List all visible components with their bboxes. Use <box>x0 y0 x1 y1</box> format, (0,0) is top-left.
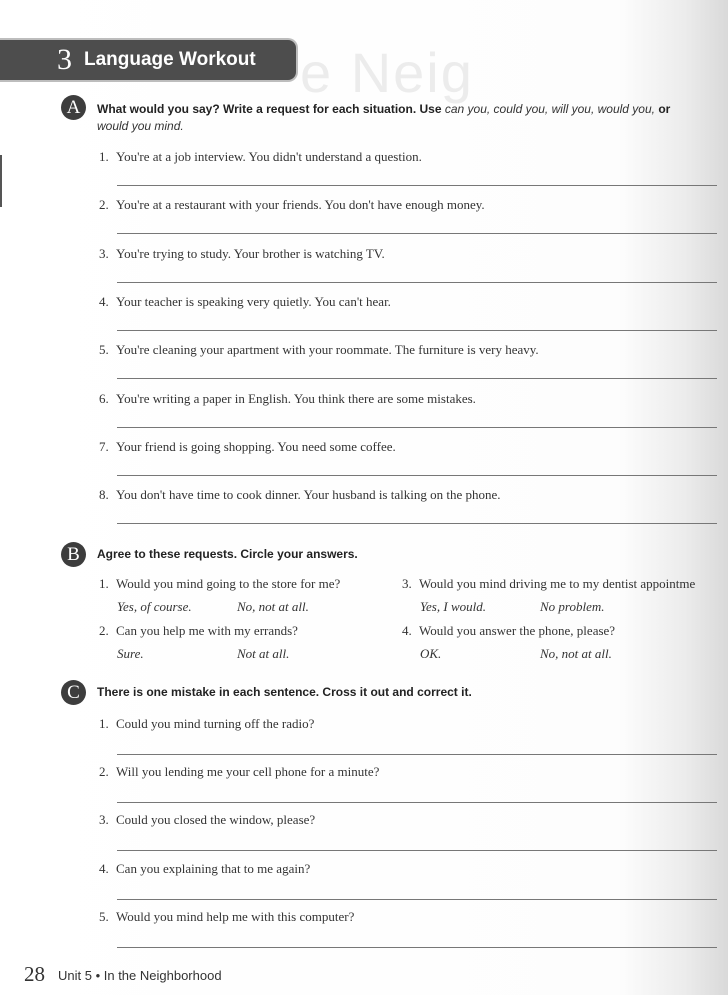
item-number: 5. <box>99 342 109 358</box>
item-number: 7. <box>99 438 109 454</box>
section-a-item-5 <box>99 342 539 358</box>
b-item-3-option-2[interactable]: No problem. <box>540 599 605 614</box>
item-text: You're at a job interview. You didn't understand a question. <box>116 149 422 164</box>
item-number: 2. <box>99 197 109 213</box>
answer-line[interactable] <box>117 330 717 331</box>
item-number: 1. <box>99 149 109 164</box>
unit-number: 3 <box>57 43 72 76</box>
answer-line[interactable] <box>117 233 717 234</box>
bleed-through-decoration: e Neig <box>300 41 474 104</box>
b-item-3-option-1[interactable]: Yes, I would. <box>420 599 486 614</box>
b-item-4-option-2[interactable]: No, not at all. <box>540 646 612 661</box>
footer-unit-label: Unit 5 • In the Neighborhood <box>58 968 222 983</box>
item-number: 3. <box>99 812 109 828</box>
item-number: 4. <box>99 293 109 309</box>
item-text: Would you mind help me with this computer? <box>116 908 355 924</box>
section-a-item-6 <box>99 391 476 407</box>
b-item-2: 2. Can you help me with my errands? <box>99 623 298 638</box>
section-a-instruction: What would you say? Write a request for each situation. Use can you, could you, will you, would you, or would you mind. <box>97 102 671 133</box>
item-number: 4. <box>99 860 109 876</box>
item-text: You're at a restaurant with your friends. You don't have enough money. <box>116 197 485 213</box>
item-text: You don't have time to cook dinner. Your husband is talking on the phone. <box>116 487 501 503</box>
item-text: Could you closed the window, please? <box>116 812 316 828</box>
item-text: Will you lending me your cell phone for a minute? <box>116 764 380 780</box>
section-a-item-7 <box>99 439 396 455</box>
section-c-item-2 <box>99 764 379 780</box>
answer-line[interactable] <box>117 850 717 851</box>
answer-line[interactable] <box>117 427 717 428</box>
item-number: 1. <box>99 716 109 731</box>
section-b-badge: B <box>61 542 86 567</box>
answer-line[interactable] <box>117 378 717 379</box>
item-text: Your friend is going shopping. You need some coffee. <box>116 438 396 454</box>
answer-line[interactable] <box>117 899 717 900</box>
section-a-item-4 <box>99 294 391 310</box>
section-a-item-3 <box>99 246 385 262</box>
section-c-item-1 <box>99 716 314 732</box>
item-text: You're cleaning your apartment with your roommate. The furniture is very heavy. <box>116 342 539 358</box>
answer-line[interactable] <box>117 475 717 476</box>
answer-line[interactable] <box>117 523 717 524</box>
item-text: Could you mind turning off the radio? <box>116 716 315 731</box>
section-a-item-8 <box>99 487 501 503</box>
item-text: You're trying to study. Your brother is watching TV. <box>116 245 385 261</box>
b-item-1: 1. Would you mind going to the store for me? <box>99 576 341 591</box>
item-number: 3. <box>99 245 109 261</box>
b-item-2-option-2[interactable]: Not at all. <box>237 646 290 661</box>
answer-line[interactable] <box>117 185 717 186</box>
item-number: 8. <box>99 487 109 503</box>
section-b-instruction: Agree to these requests. Circle your answers. <box>97 547 358 561</box>
b-item-1-option-2[interactable]: No, not at all. <box>237 599 309 614</box>
answer-line[interactable] <box>117 754 717 755</box>
item-text: Your teacher is speaking very quietly. You can't hear. <box>116 293 391 309</box>
page-number: 28 <box>24 962 45 986</box>
section-c-item-3 <box>99 812 315 828</box>
b-item-3: 3. Would you mind driving me to my dentist appointme <box>402 576 696 591</box>
item-text: Can you explaining that to me again? <box>116 860 311 876</box>
item-number: 5. <box>99 908 109 924</box>
section-c-instruction: There is one mistake in each sentence. Cross it out and correct it. <box>97 685 472 699</box>
b-item-1-option-1[interactable]: Yes, of course. <box>117 599 192 614</box>
b-item-2-option-1[interactable]: Sure. <box>117 646 144 661</box>
b-item-4: 4. Would you answer the phone, please? <box>402 623 616 638</box>
item-text: You're writing a paper in English. You think there are some mistakes. <box>116 390 476 406</box>
section-a-badge: A <box>61 95 86 120</box>
answer-line[interactable] <box>117 947 717 948</box>
page-title: Language Workout <box>84 49 256 70</box>
section-c-item-5 <box>99 909 354 925</box>
section-title-bar <box>0 40 296 80</box>
binding-mark <box>0 155 2 207</box>
answer-line[interactable] <box>117 282 717 283</box>
section-a-item-2 <box>99 197 485 213</box>
section-a-item-1 <box>99 149 422 165</box>
item-number: 6. <box>99 390 109 406</box>
item-number: 2. <box>99 764 109 780</box>
section-c-badge: C <box>61 680 86 705</box>
b-item-4-option-1[interactable]: OK. <box>420 646 442 661</box>
section-c-item-4 <box>99 861 310 877</box>
answer-line[interactable] <box>117 802 717 803</box>
